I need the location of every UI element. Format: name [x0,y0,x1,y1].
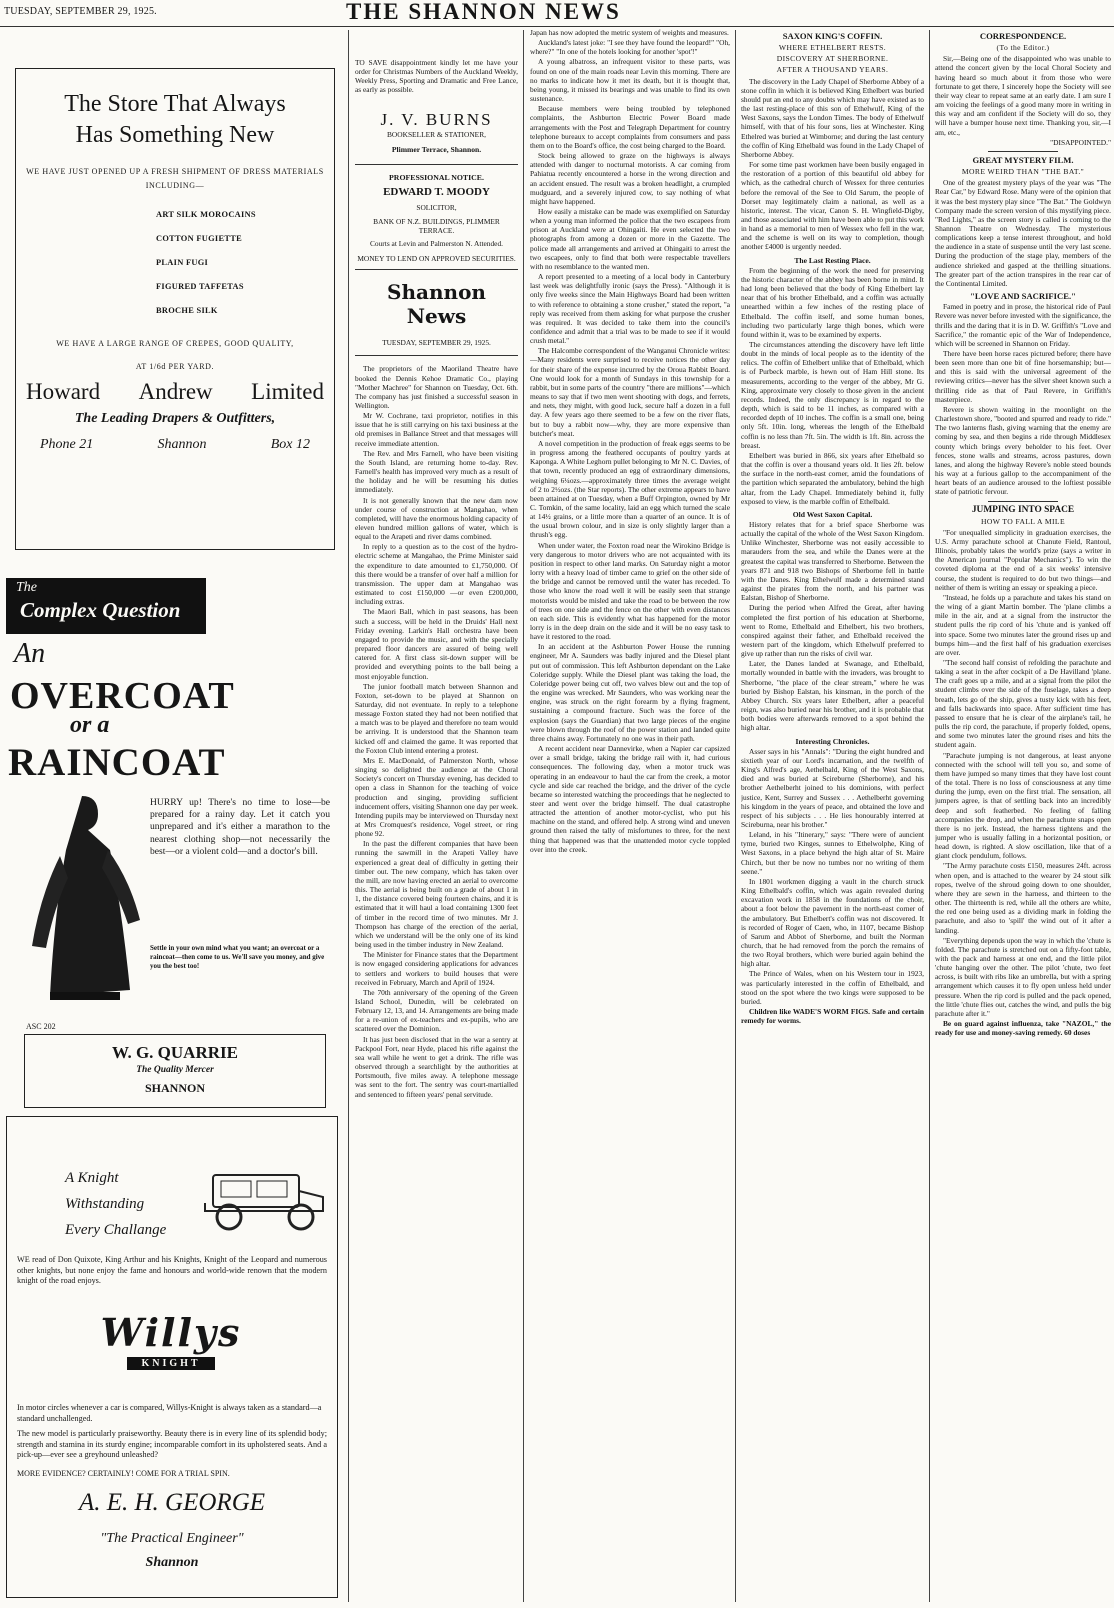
news-item: Mrs E. MacDonald, of Palmerston North, whose singing so delighted the audience at the Choral Society's concert on Thursday evening, has decided to open a class in Shannon for the teaching of voice production and singing, providing sufficient inducement offers, visiting Shannon one day per week. Intending pupils may be interviewed on Thursday next at Mrs Cromquest's residence, Vogel street, or ring phone 92. [355,755,518,839]
news-item: How easily a mistake can be made was exemplified on Saturday when a young man informed the police that the two escapees from prison at Auckland were at Ohingaiti. He even selected the two photographs from among a dozen or more in the Gazette. The police made all arrangements and arrived at Ohingaiti to arrest the two escapees, only to find that both were respectable travellers with no resemblance to the wanted men. [530,206,730,271]
news-item: The Minister for Finance states that the Department is now engaged considering applications for advances to settlers and workers to build houses that were received in February, March and April of 1924. [355,950,518,987]
news-item: It is not generally known that the new dam now under course of construction at Mangahao, when completed, will have the enormous holding capacity of eleven hundred million gallons of water, which is equal to the Arapeti and river dams combined. [355,495,518,542]
banner-the: The [16,580,37,595]
ad-intro: WE read of Don Quixote, King Arthur and his Knights, Knight of the Leopard and numerous other knights, but none enjoy the fame and honours and world-wide renown that the modern knight of the road enjoys. [17,1255,327,1286]
newspaper-title: THE SHANNON NEWS [346,0,621,24]
section-headline: CORRESPONDENCE. [979,31,1067,41]
news-item: The proprietors of the Maoriland Theatre have booked the Dennis Kehoe Dramatic Co., playing "Mother Machree" for Shannon on Tuesday, Oct. 6th. The company has just finished a successful season in Wellington. [355,364,518,410]
store-name-part: Howard [26,379,101,404]
divider [355,355,518,356]
news-item: Mr W. Cochrane, taxi proprietor, notifies in this issue that he is still carrying on his taxi business at the old premises in Ballance Street and that messages will receive immediate attention. [355,411,518,448]
letter-to: (To the Editor.) [996,43,1050,53]
dealer-town: Shannon [145,1555,199,1570]
section-headline: JUMPING INTO SPACE [971,504,1075,515]
moody-sub: SOLICITOR, [416,203,457,213]
article-para: "For unequalled simplicity in graduation exercises, the U.S. Army parachute school at Chanute Field, Rantoul, Illinois, probably takes the world's prize (says a writer in the American journal "Popular Mechanics"). To win the coveted diploma at the end of a six weeks' intensive course, the student is required to do but two things—and neither of them is writing an essay or speaking a piece. [935,527,1111,592]
ad-para: The new model is particularly praiseworthy. Beauty there is in every line of its splendid body; strength and stamina in its sturdy engine; incomparable comfort in its upholstered seats. And a pick-up—ever see a greyhound unleashed? [17,1429,327,1460]
column-rule [929,30,930,1602]
news-item: The 70th anniversary of the opening of the Green Island School, Dunedin, will be celebrated on February 12, 13, and 14. Arrangements are being made for a re-union of ex-teachers and ex-pupils, who are scattered over the Dominion. [355,987,518,1034]
complex-question-banner [6,578,206,634]
ad-headline: Has Something New [75,122,275,148]
store-name-part: Limited [251,379,324,404]
moody-money: MONEY TO LEND ON APPROVED SECURITIES. [357,254,516,264]
ad-para: MORE EVIDENCE? CERTAINLY! COME FOR A TRIAL SPIN. [17,1469,230,1478]
article-para: From the beginning of the work the need for preserving the historic character of the abbey has been borne in mind. It had long been believed that the body of King Ethelbert lay near that of his brother Ethelbald, and a coffin was actually unearthed within a few inches of the resting place of Ethelbald. The coffin itself, and some human bones, including two particularly large thigh bones, which were found within it, was to be examined by experts. [741,265,924,339]
advert-line: Be on guard against influenza, take "NAZOL," the ready for use and money-saving remedy. 60 doses [935,1019,1111,1038]
divider [355,164,518,165]
news-item: It has just been disclosed that in the war a sentry at Packpool Fort, near Hyde, placed his rifle against the sea wall while he went to get a drink. The rifle was observed through a searchlight by the authorities at Portsmouth, five miles away. A telephone message was sent to the fort. The sentry was court-martialled and sentenced to fifteen years' penal servitude. [355,1034,518,1099]
ad-raincoat: RAINCOAT [8,741,226,784]
ad-overcoat: OVERCOAT [10,675,235,717]
column-4 [741,28,924,1600]
news-item: A recent accident near Dannevirke, when a Napier car capsized over a small bridge, taking the bridge rail with it, had curious consequences. The following day, when a motor truck was operating in an endeavour to haul the car from the creek, a motor cycle and side car reached the bridge, and the driver of the cycle became so interested watching the proceedings that he neglected to steer and went over the bridge himself. The dual catastrophe attracted the attention of another motor-cyclist, who put his machine on the stand, and offered help. A strong wind and uneven ground then raised the tally of misfortunes to three, for the next thing that happened was that the unattended motor cycle toppled over into the creek. [530,744,730,854]
article-para: Famed in poetry and in prose, the historical ride of Paul Revere was never before invested with the significance, the thrills and the daring that it is in D. W. Griffith's "Love and Sacrifice," the romantic epic of the War of Independence, which will be screened in Shannon on Friday. [935,302,1111,348]
article-para: Asser says in his "Annals": "During the eight hundred and sixtieth year of our Lord's incarnation, and the twelfth of King's Alfred's age, Aethelbald, King of the West Saxons, died and was buried at Scireburne (Sherborne), and his brother Aethelberht joined to his dominions, with perfect justice, Kent, Surrey and Sussex . . . Aethelberht governing his kingdom in the years of peace, and obtained the love and respect of his subjects . . . He lies honourably interred at Scireburna, near his brother." [741,746,924,829]
article-para: The Prince of Wales, when on his Western tour in 1923, was particularly interested in the coffin of Ethelbald, and stood on the spot where the two kings were supposed to be buried. [741,969,924,1006]
article-para: There have been horse races pictured before; there have been seen more than one bit of fine horsemanship; but—and this is said with the universal agreement of the reviewing critics—never has the silver sheet known such a thrilling ride as that of Paul Revere, in Griffith's masterpiece. [935,349,1111,404]
professional-notice: PROFESSIONAL NOTICE. [389,173,484,183]
news-item: The Rev. and Mrs Farnell, who have been visiting the South Island, are returning home to-day. Rev. Farnell's health has improved very much as a result of the holiday and he will be resuming his duties immediately. [355,448,518,495]
knight-line: A Knight [65,1170,119,1186]
knight-headline [65,1165,166,1243]
store-name [16,379,334,405]
article-para: History relates that for a brief space Sherborne was actually the capital of the whole of the West Saxon Kingdom. Unlike Winchester, Sherborne was not easily accessible to marauders from the sea, and while the Danes were at the greatest the capital was transferred to Sherborne. Between the years 871 and 918 two Bishops of Sherborne fell in battle with the Danes. King Ethelwulf made a determined stand against the pirates from the north, and his partner was Ealstan, Bishop of Sherborne. [741,519,924,603]
article-para: Revere is shown waiting in the moonlight on the Charlestown shore, "booted and spurred and ready to ride." The two lanterns flash, giving warning that the enemy are coming by sea, and then begins a ride through Middlesex county which brings every beholder to his feet. Over fences, stone walls and streams, across pastures, down lanes, and along the highway Revere's noble steed bounds his way at a furious gallop to the accompaniment of the heart beats of an audience aroused to the loftiest possible state of patriotic fervour. [935,404,1111,497]
article-para: Ethelbert was buried in 866, six years after Ethelbald so that the coffin is over a thousand years old. It lies 2ft. below the surface in the north-east corner, amid the foundations of the partition which separated the ambulatory, behind the high altar, from the Lady Chapel. Immediately behind it, fully exposed to view, is the marble coffin of Ethelbald. [741,450,924,506]
dealer-name: A. E. H. GEORGE [78,1489,266,1516]
overcoat-figure-illustration [20,786,150,1016]
column-5 [935,28,1111,1600]
article-para: For some time past workmen have been busily engaged in the restoration of a portion of this beautiful old abbey for which, as the cathedral church of Wessex for three centuries before the removal of the See to Old Sarum, the people of Dorset may legitimately claim a national, as well as a historic, interest. The vicar, Canon S. H. Wingfield-Digby, and those associated with him have been able to put this work in hand as a memorial to men of Wessex who fell in the war, and the scheme is well on its way to completion, though another £4000 is urgently needed. [741,160,924,252]
burns-sub: BOOKSELLER & STATIONER, [387,129,486,139]
store-town: Shannon [157,437,207,452]
divider [988,151,1058,152]
willys-knight-logo [71,1310,271,1373]
knight-line: Withstanding [65,1196,145,1212]
masthead-rule [0,26,1114,27]
letter-signature: "DISAPPOINTED." [1050,137,1111,147]
letter-body: Sir,—Being one of the disappointed who was unable to attend the concert given by the local Choral Society and having heard so much about it from those who were fortunate to get there, I sincerely hope the Society will see their way clear to repeat same at an early date. I am sure I am voicing the feelings of a good many more in writing in this way and am confident if the Society will do so, they will have a bumper house next time. Thanking you, sir,—I am, etc., [935,54,1111,137]
quarrie-advert [0,572,333,1095]
ad-para: In motor circles whenever a car is compared, Willys-Knight is always taken as a standard—a standard unchallenged. [17,1403,322,1423]
article-para: In 1801 workmen digging a vault in the church struck King Ethelbald's coffin, which was again revealed during excavation work in 1858 in the foundations of the choir, about a foot below the pavement in the north-east corner of the ambulatory. But Ethelbert's coffin was not discovered. It is recorded of Roger of Caen, who, in 1107, became Bishop of Sarum and Abbot of Sherborne, and built the Norman church, that he had removed from the porch the remains of the two Royal brothers, which were buried again behind the high altar. [741,876,924,969]
masthead [0,0,1114,26]
burns-address: Plimmer Terrace, Shannon. [391,144,482,154]
section-subhead: Old West Saxon Capital. [792,509,873,519]
ad-body: HURRY up! There's no time to lose—be prepared for a rainy day. Let it catch you unprepared and it's either a marathon to the nearest clothing shop—not necessarily the best—or a violent cold—and a doctor's bill. [150,797,330,857]
column-rule [735,30,736,1602]
knight-line: Every Challange [65,1222,167,1238]
news-item: In the past the different companies that have been running the sawmill in the Arapeti Valley have experienced a great deal of difficulty in getting their timber out. The new company, which has taken over the mill, are now having erected an aerial to overcome this. The aerial is being built on a grade of about 1 in 1, the distance covered being fourteen chains, and it is estimated that it will haul a load containing 1300 feet of timber in the record time of two minutes. Mr J. Thompson has charge of the erection of the aerial, which we understand will be the only one of its kind being used in the timber industry in New Zealand. [355,839,518,950]
merchant-title: The Quality Mercer [136,1065,214,1075]
divider [988,501,1058,502]
news-item: The Maori Ball, which in past seasons, has been such a success, will be held in the Druids' Hall next Friday evening. Larkin's Hall orchestra have been engaged to provide the music, and with the specially prepared floor dancers are assured of being well catered for. A first class sit-down supper will be provided and everything points to the ball being a most enjoyable function. [355,607,518,681]
ad-price: AT 1/6d PER YARD. [135,362,215,371]
store-box: Box 12 [270,437,310,452]
car-illustration [199,1157,329,1237]
merchant-town: SHANNON [144,1081,205,1095]
ad-or-a: or a [70,712,110,738]
fabric-item: FIGURED TAFFETAS [156,282,244,291]
shannon-news-flag: Shannon News [387,280,486,329]
store-tagline: The Leading Drapers & Outfitters, [74,411,276,426]
article-para: Leland, in his "Itinerary," says: "There were of auncient tyme, buried two Kinges, sunnes to Ethelwolphe, King of West Saxons, in a place behynd the high altar of St. Maire Chirch, but ther be now no tumbes nor no writing of them seene." [741,830,924,876]
issue-date: TUESDAY, SEPTEMBER 29, 1925. [4,6,157,17]
ad-an: An [14,638,46,669]
burns-name: J. V. BURNS [380,109,493,129]
article-para: The discovery in the Lady Chapel of Sherborne Abbey of a stone coffin in which it is believed King Ethelbert was buried should put an end to any doubts which may have existed as to the last resting-place of this son of Ethelwulf, King of the West Saxons, says the London Times. The body of Ethelwulf himself, with that of his four sons, lies at Winchester. King Ethelred was buried at Wimborne; and during the last century the coffin of King Ethelbald was found in the Lady Chapel of Sherborne Abbey. [741,76,924,159]
ad-headline: The Store That Always [64,91,286,117]
merchant-name: W. G. QUARRIE [112,1043,238,1062]
divider [355,269,518,270]
news-item: Japan has now adopted the metric system of weights and measures. [530,28,729,37]
article-subhead: DISCOVERY AT SHERBORNE. [776,54,889,64]
flag-date: TUESDAY, SEPTEMBER 29, 1925. [382,338,491,348]
article-para: "Everything depends upon the way in which the 'chute is folded. The parachute is stretched out on a fifty-foot table, with the pack and harness at one end, and the little pilot 'chute hanging over the other. The pilot 'chute, two feet across, is built with ribs like an umbrella, but with a spring arrangement which causes it to fly open unless held under pressure. When the rip cord is pulled and the pack opened, the little 'chute flies out, catches the wind, and pulls the big parachute after it." [935,935,1111,1018]
news-item: The junior football match between Shannon and Foxton, set-down to be played at Shannon on Saturday, did not eventuate. In reply to a telephone message Foxton stated they had not been notified that a match was to be played and therefore no team would be arriving. It is understood that the Shannon team kicked off and claimed the game. It was reported that the Foxton Club intend entering a protest. [355,681,518,755]
quarrie-name-box [24,1034,326,1108]
article-para: Later, the Danes landed at Swanage, and Ethelbald, mortally wounded in battle with the invaders, was brought to Sherborne, "the place of the clear stream," where he was buried by Bishop Ealstan, his kinsman, in the porch of the Abbey Church. Six years later Ethelbert, after a peaceful reign, was also buried near his brother, and it is probable that both bodies were afterwards removed to a spot behind the high altar. [741,659,924,733]
banner-title: Complex Question [20,598,181,622]
fabric-item: BROCHE SILK [156,306,218,315]
article-subhead: AFTER A THOUSAND YEARS. [776,65,889,75]
dealer-slogan: "The Practical Engineer" [100,1531,244,1546]
news-item: In reply to a question as to the cost of the hydro-electric scheme at Mangahao, the Prime Minister said the expenditure to date amounted to £1,750,000. Of this there would be a transfer of over half a million for transmission. The upper dam at Mangahao was estimated to cost £150,000 —or even £200,000, including extras. [355,542,518,607]
logo-willys: Willys [100,1310,242,1355]
column-3 [530,28,730,1600]
article-para: During the period when Alfred the Great, after having completed the first portion of his education at Sherborne, went to Rome, Ethelbald and Ethelbert, his two brothers, conspired against their father, and Ethelbald received the western part of the kingdom, which Ethelwulf preferred to give up rather than run the risks of civil war. [741,603,924,659]
ad-body-2: Settle in your own mind what you want; an overcoat or a raincoat—then come to us. We'll save you money, and give you the best too! [150,944,325,971]
article-headline: SAXON KING'S COFFIN. [782,31,883,41]
news-item: When under water, the Foxton road near the Wirokino Bridge is very dangerous to motor drivers who are not acquainted with its position in respect to other land marks. On Saturday night a motor lorry with a heavy load of timber came to grief on the other side of the bridge and cannot be removed until the water has receded. To those who know the road well it will be easily seen that strange motorists would be misled and take the road to be between the row of trees on one side and the fence on the other with even distances on each side. This is evidently what has happened for the motor lorry is in the deep drain on the side and it will be no easy task to have it restored to the road. [530,540,730,642]
article-para: The circumstances attending the discovery have left little doubt in the minds of local people as to the identity of the relics. The coffin of Ethelbert unlike that of Ethelbald, which is of Purbeck marble, is hewn out of Ham Hill stone. Its measurements, according to the verger of the abbey, Mr G. King, approximate very closely to those given in the ancient records. Indeed, the only discrepancy is in regard to the depth, which is said to be 11 inches, as compared with a recorded depth of 10 inches. The coffin is a small one, being only 5ft. 10in. long, whereas the length of the Ethelbald coffin is no less than 7ft. 5in. The width is 1ft. 8in. across the breast. [741,340,924,450]
advert-line: Children like WADE'S WORM FIGS. Safe and certain remedy for worms. [741,1007,924,1026]
george-motors-advert [6,1116,338,1598]
article-subhead: WHERE ETHELBERT RESTS. [778,43,887,53]
fabric-item: ART SILK MOROCAINS [156,210,256,219]
store-contact [16,437,334,453]
moody-address: BANK OF N.Z. BUILDINGS, PLIMMER TERRACE. [373,216,500,235]
moody-courts: Courts at Levin and Palmerston N. Attended. [369,238,503,248]
store-name-part: Andrew [138,379,213,404]
howard-andrew-advert [15,68,335,550]
column-rule [348,30,349,1602]
article-para: One of the greatest mystery plays of the year was "The Rear Car," by Edward Rose. Many were of the opinion that it was the best mystery play since "The Bat." The Goldwyn Company made the screen version of this mystifying piece. "Red Lights," as the screen story is called is coming to the Shannon Theatre on Wednesday. The mysterious complications keep a tense interest throughout, and hold the audience in a state of suspense until the very last scene. During the production of the stage play, members of the audience shrieked and gasped at the thrilling situations. The greater part of the action transpires in the rear car of the Continental Limited. [935,178,1111,288]
news-item: Stock being allowed to graze on the highways is always attended with danger to nocturnal motorists. A car coming from Pahiatua recently encountered a horse in the wrong direction and an accident ensued. The result was a broken headlight, a crumpled mudguard, and a severely injured cow, to say nothing of what might have happened. [530,151,730,206]
news-item: A young albatross, an infrequent visitor to these parts, was found on one of the main roads near Levin this morning. There are no marks to indicate how it met its death, but it is thought that, being young, it missed its bearings and was unable to find its own sustenance. [530,57,730,104]
section-subhead: MORE WEIRD THAN "THE BAT." [961,167,1085,177]
news-item: In an accident at the Ashburton Power House the running engineer, Mr A. Saunders was badly injured and the Diesel plant put out of commission. This left Ashburton dependant on the Lake Coleridge supply. While the Diesel plant was taking the load, the Coleridge power being cut off, two valves blew out and the top of the engine was wrecked. Mr Saunders, who was working near the engine, was struck on the right forearm by a flying fragment, sustaining a compound fracture. Such was the force of the explosion (says the Guardian) that two large pieces of the engine were blown through the roof of the power station and landed quite three chains away. Fortunately no one was in their path. [530,642,730,743]
news-item: Because members were being troubled by telephoned complaints, the Ashburton Electric Power Board made arrangements with the Post and Telegraph Department for country telephone bureaux to accept complaints from consumers and pass them on to the Board's office, the cost being charged to the Board. [530,104,730,150]
news-item: A report presented to a meeting of a local body in Canterbury last week was delightfully ironic (says the Press). "Although it is only five weeks since the Main Highways Board had been written to with reference to obtaining a stone crusher," stated the report, "a reply was received from them asking for what purpose the crusher was required. It was decided to take them into the council's confidence and admit that a trial was to be made to see if it would crush metal." [530,272,730,346]
news-item: The Halcombe correspondent of the Wanganui Chronicle writes:—Many residents were surprised to receive notices the other day for their share of the expense incurred by the Oroua Rabbit Board. One would look for a month of Sundays in this township for a rabbit, but in some parts of the country "there are millions"—which means to say that if two men went shooting with dogs, and ferrets, and nets, they might, with good luck, secure half a dozen in a full day. A few years ago there seemed to be a few on the river flats, but to buy a rabbit now—why, they are more expensive than butcher's meat. [530,346,730,438]
logo-knight: KNIGHT [127,1357,214,1370]
store-phone: Phone 21 [40,437,94,452]
fabric-item: PLAIN FUGI [156,258,209,267]
article-para: "The Army parachute costs £150, measures 24ft. across when open, and is attached to the wearer by 24 stout silk ropes, twelve of the shroud going down to one shoulder, where they are sewn in the harness, and thirteen to the other. The thirteenth is red, while all the others are white, the red one being used as a dividing mark in folding the parachute, and also to 'spill' the wind out of it after a landing. [935,861,1111,935]
article-para: "Parachute jumping is not dangerous, at least anyone connected with the school will tell you so, and some of them have jumped so many times that they have lost count of the total. There is no loss of consciousness at any time during the jump, even on the first trial. The sensation, all jumpers agree, is that of settling back into an incredibly deep and soft featherbed. No feeling of falling accompanies the drop, and when the parachute snaps open there is no jerk. Instead, the harness tightens and the jumper who is usually falling in a horizontal position, or head down, is righted. A slow oscillation, like that of a giant clock pendulum, follows. [935,750,1111,861]
section-subhead: Interesting Chronicles. [795,736,870,746]
section-subhead: HOW TO FALL A MILE [981,516,1065,526]
notice-text: TO SAVE disappointment kindly let me have your order for Christmas Numbers of the Auckland Weekly, Weekly Press, Sporting and Dramatic and Free Lance, as early as possible. [355,58,518,95]
section-headline: "LOVE AND SACRIFICE." [970,291,1076,302]
fabric-list [156,203,334,323]
ad-intro: WE HAVE JUST OPENED UP A FRESH SHIPMENT OF DRESS MATERIALS INCLUDING— [26,167,324,190]
article-para: "Instead, he folds up a parachute and takes his stand on the wing of a giant Martin bomber. The 'plane climbs a mile in the air, and at a signal from the instructor the student pulls the rip cord of his 'chute and is yanked off into space. Some two minutes later the ground rises up and bumps him—and the first half of his graduation exercises are over. [935,592,1111,657]
section-subhead: The Last Resting Place. [794,255,871,265]
news-item: A novel competition in the production of freak eggs seems to be in progress among the feathered occupants of poultry yards at Kaponga. A White Leghorn pullet belonging to Mr N. C. Davies, of that town, recently produced an egg of extraordinary dimensions, weighing 6¼ozs.—approximately three times the average weight of 2 to 2½ozs. (the Star reports). The other extreme appears to have been attained at on Tuesday, when a Buff Orpington, owned by Mr C. Tomkin, of the same locality, laid an egg which turned the scale at 14½ grains, or a little more than a quarter of an ounce. It is of the usual brown colour, and in size is only slightly larger than a thrush's egg. [530,438,730,540]
ad-range: WE HAVE A LARGE RANGE OF CREPES, GOOD QUALITY, [56,339,294,348]
fabric-item: COTTON FUGIETTE [156,234,243,243]
moody-name: EDWARD T. MOODY [383,186,490,199]
column-2 [355,28,518,1600]
ad-code: ASC 202 [26,1022,56,1031]
column-rule [523,30,524,1602]
article-para: "The second half consist of refolding the parachute and taking a seat in the after cockpit of a De Havilland 'plane. The craft goes up a mile, and at a signal from the pilot the student climbs over the side of the fuselage, takes a deep breath, lets go of the ship, gives a tusty kick with his feet, and falls backwards into space. After sufficient time has passed to ensure that he is clear of the airplane's tail, he pulls the rip cord, the parachute, if properly folded, opens, and some two minutes later the ground rises and hits the student again. [935,658,1111,750]
news-item: Auckland's latest joke: "I see they have found the leopard!" "Oh, where?" "In one of the hotels looking for another 'spot'!" [530,38,730,57]
section-headline: GREAT MYSTERY FILM. [972,154,1074,165]
